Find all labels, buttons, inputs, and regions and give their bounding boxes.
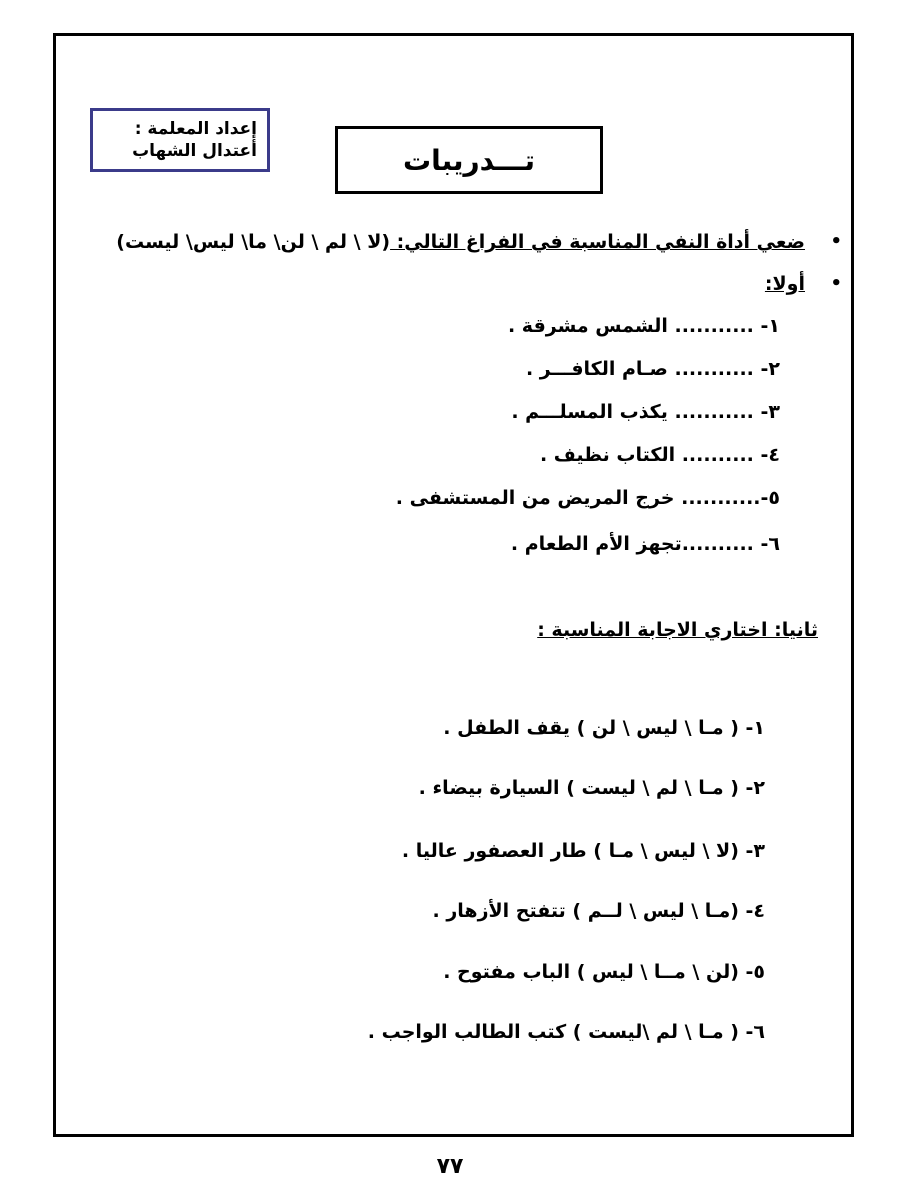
part1-item: ٢- ........... صـام الكافـــر . (525, 358, 780, 380)
part1-item: ٦- ..........تجهز الأم الطعام . (510, 533, 780, 555)
author-name: أعتدال الشهاب (132, 141, 257, 161)
part1-item: ١- ........... الشمس مشرقة . (507, 315, 780, 337)
part1-heading: أولا: (764, 273, 805, 295)
part2-item: ٤- (مـا \ ليس \ لــم ) تتفتح الأزهار . (432, 900, 765, 922)
page-number: ٧٧ (436, 1154, 464, 1179)
author-box (90, 108, 270, 172)
part2-item: ٢- ( مـا \ لم \ ليست ) السيارة بيضاء . (418, 777, 765, 799)
part1-item: ٣- ........... يكذب المسلـــم . (511, 401, 780, 423)
part1-item: ٤- .......... الكتاب نظيف . (539, 444, 780, 466)
instruction-text: ضعي أداة النفي المناسبة في الفراغ التالي: (390, 231, 805, 253)
part2-item: ٦- ( مـا \ لم \ليست ) كتب الطالب الواجب . (367, 1021, 765, 1043)
part2-item: ٥- (لن \ مــا \ ليس ) الباب مفتوح . (443, 961, 765, 983)
part1-item: ٥-........... خرج المريض من المستشفى . (395, 487, 780, 509)
part2-heading: ثانيا: اختاري الاجابة المناسبة : (537, 619, 818, 641)
part2-item: ٣- (لا \ ليس \ مـا ) طار العصفور عاليا . (401, 840, 765, 862)
part2-item: ١- ( مـا \ ليس \ لن ) يقف الطفل . (443, 717, 765, 739)
page-title: تـــدريبات (335, 126, 603, 194)
instruction-options: (لا \ لم \ لن\ ما\ ليس\ ليست) (116, 231, 391, 253)
instruction-line (116, 228, 805, 256)
bullet-icon: • (830, 231, 842, 252)
bullet-icon: • (830, 273, 842, 294)
author-label: إعداد المعلمة : (134, 119, 257, 139)
